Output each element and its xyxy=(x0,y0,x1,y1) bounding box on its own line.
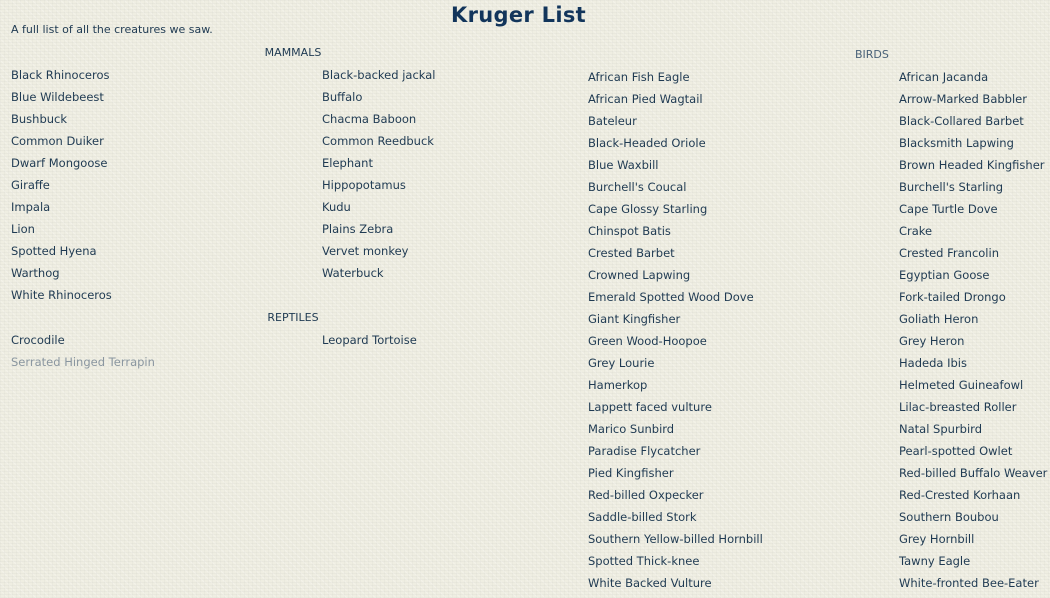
creature-item[interactable]: Bushbuck xyxy=(11,112,68,126)
birds-list-col2 xyxy=(899,66,1047,594)
creature-item[interactable]: Burchell's Starling xyxy=(899,180,1004,194)
creature-item[interactable]: Southern Yellow-billed Hornbill xyxy=(588,532,763,546)
creature-item[interactable]: Vervet monkey xyxy=(322,244,409,258)
reptiles-list-col1 xyxy=(11,329,155,373)
creature-item[interactable]: Leopard Tortoise xyxy=(322,333,417,347)
creature-item[interactable]: Crested Barbet xyxy=(588,246,675,260)
birds-heading: BIRDS xyxy=(855,48,889,61)
creature-item[interactable]: Black-Collared Barbet xyxy=(899,114,1024,128)
creature-item[interactable]: Serrated Hinged Terrapin xyxy=(11,355,155,369)
creature-item[interactable]: Blue Wildebeest xyxy=(11,90,104,104)
creature-item[interactable]: Plains Zebra xyxy=(322,222,394,236)
creature-item[interactable]: Burchell's Coucal xyxy=(588,180,687,194)
creature-item[interactable]: African Fish Eagle xyxy=(588,70,690,84)
page-title: Kruger List xyxy=(451,3,586,27)
creature-item[interactable]: Red-billed Oxpecker xyxy=(588,488,704,502)
creature-item[interactable]: Elephant xyxy=(322,156,373,170)
reptiles-heading: REPTILES xyxy=(267,311,319,324)
creature-item[interactable]: Cape Glossy Starling xyxy=(588,202,708,216)
creature-item[interactable]: Helmeted Guineafowl xyxy=(899,378,1024,392)
creature-item[interactable]: Lion xyxy=(11,222,35,236)
creature-item[interactable]: Goliath Heron xyxy=(899,312,979,326)
creature-item[interactable]: Waterbuck xyxy=(322,266,384,280)
reptiles-list-col2 xyxy=(322,329,417,351)
creature-item[interactable]: Paradise Flycatcher xyxy=(588,444,701,458)
creature-item[interactable]: Emerald Spotted Wood Dove xyxy=(588,290,754,304)
creature-item[interactable]: Red-billed Buffalo Weaver xyxy=(899,466,1048,480)
creature-item[interactable]: Natal Spurbird xyxy=(899,422,982,436)
creature-item[interactable]: Kudu xyxy=(322,200,351,214)
creature-item[interactable]: White Backed Vulture xyxy=(588,576,712,590)
creature-item[interactable]: Blacksmith Lapwing xyxy=(899,136,1014,150)
creature-item[interactable]: Chinspot Batis xyxy=(588,224,671,238)
creature-item[interactable]: Black-Headed Oriole xyxy=(588,136,706,150)
creature-item[interactable]: Black Rhinoceros xyxy=(11,68,110,82)
creature-item[interactable]: Common Duiker xyxy=(11,134,104,148)
creature-item[interactable]: African Jacanda xyxy=(899,70,989,84)
creature-item[interactable]: Fork-tailed Drongo xyxy=(899,290,1006,304)
birds-list-col1 xyxy=(588,66,763,594)
creature-item[interactable]: African Pied Wagtail xyxy=(588,92,703,106)
creature-item[interactable]: Hamerkop xyxy=(588,378,648,392)
creature-item[interactable]: Egyptian Goose xyxy=(899,268,990,282)
creature-item[interactable]: Pearl-spotted Owlet xyxy=(899,444,1013,458)
creature-item[interactable]: Tawny Eagle xyxy=(899,554,971,568)
creature-item[interactable]: Bateleur xyxy=(588,114,637,128)
creature-item[interactable]: Crowned Lapwing xyxy=(588,268,691,282)
creature-item[interactable]: Brown Headed Kingfisher xyxy=(899,158,1045,172)
creature-item[interactable]: Grey Heron xyxy=(899,334,965,348)
creature-item[interactable]: Southern Boubou xyxy=(899,510,999,524)
creature-item[interactable]: Hadeda Ibis xyxy=(899,356,967,370)
creature-item[interactable]: Lappett faced vulture xyxy=(588,400,712,414)
creature-item[interactable]: Chacma Baboon xyxy=(322,112,417,126)
creature-item[interactable]: Lilac-breasted Roller xyxy=(899,400,1017,414)
creature-item[interactable]: White Rhinoceros xyxy=(11,288,112,302)
creature-item[interactable]: Cape Turtle Dove xyxy=(899,202,998,216)
creature-item[interactable]: Saddle-billed Stork xyxy=(588,510,697,524)
creature-item[interactable]: Crested Francolin xyxy=(899,246,999,260)
creature-item[interactable]: Pied Kingfisher xyxy=(588,466,674,480)
creature-item[interactable]: Crocodile xyxy=(11,333,65,347)
creature-item[interactable]: White-fronted Bee-Eater xyxy=(899,576,1039,590)
creature-item[interactable]: Warthog xyxy=(11,266,60,280)
creature-item[interactable]: Blue Waxbill xyxy=(588,158,659,172)
creature-item[interactable]: Spotted Thick-knee xyxy=(588,554,700,568)
creature-item[interactable]: Black-backed jackal xyxy=(322,68,436,82)
creature-item[interactable]: Grey Lourie xyxy=(588,356,655,370)
creature-item[interactable]: Spotted Hyena xyxy=(11,244,97,258)
creature-item[interactable]: Marico Sunbird xyxy=(588,422,675,436)
creature-item[interactable]: Dwarf Mongoose xyxy=(11,156,108,170)
creature-item[interactable]: Buffalo xyxy=(322,90,363,104)
mammals-heading: MAMMALS xyxy=(264,46,322,59)
mammals-list-col2 xyxy=(322,64,435,284)
creature-item[interactable]: Giraffe xyxy=(11,178,50,192)
creature-item[interactable]: Crake xyxy=(899,224,933,238)
creature-item[interactable]: Impala xyxy=(11,200,51,214)
creature-item[interactable]: Green Wood-Hoopoe xyxy=(588,334,707,348)
creature-item[interactable]: Arrow-Marked Babbler xyxy=(899,92,1027,106)
creature-item[interactable]: Giant Kingfisher xyxy=(588,312,681,326)
creature-item[interactable]: Red-Crested Korhaan xyxy=(899,488,1021,502)
mammals-list-col1 xyxy=(11,64,112,306)
creature-item[interactable]: Hippopotamus xyxy=(322,178,406,192)
intro-text: A full list of all the creatures we saw. xyxy=(11,23,213,36)
creature-item[interactable]: Common Reedbuck xyxy=(322,134,434,148)
creature-item[interactable]: Grey Hornbill xyxy=(899,532,975,546)
